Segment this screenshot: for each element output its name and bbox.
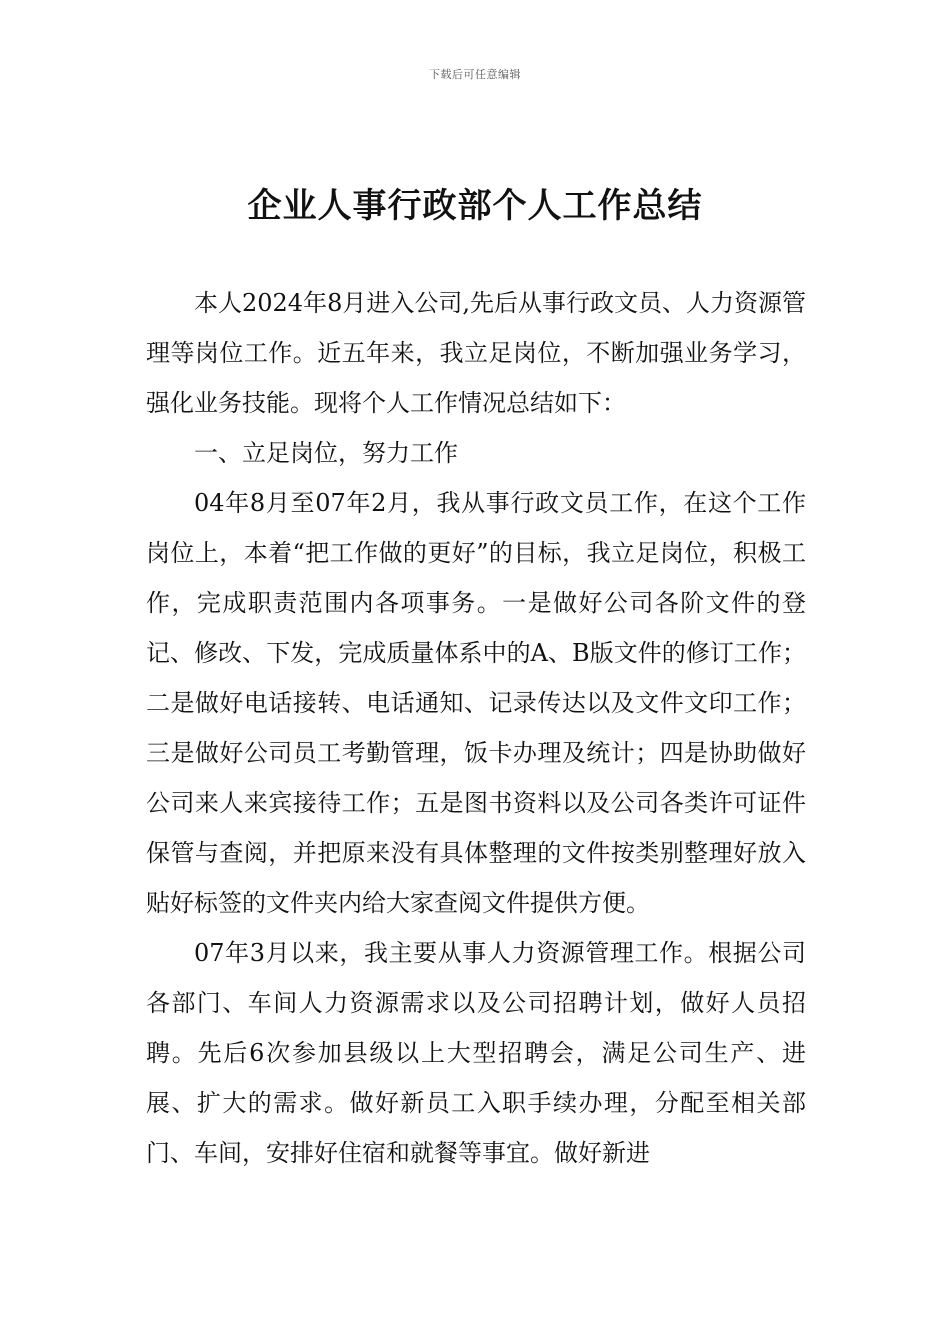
header-note: 下载后可任意编辑 (429, 68, 521, 81)
paragraph-hr-management: 07年3月以来，我主要从事人力资源管理工作。根据公司各部门、车间人力资源需求以及公司招聘计划，做好人员招聘。先后6次参加县级以上大型招聘会，满足公司生产、进展、扩大的需求。做好新员工入职手续办理，分配至相关部门、车间，安排好住宿和就餐等事宜。做好新进 (146, 939, 806, 1167)
document-body (146, 278, 806, 1178)
document-title: 企业人事行政部个人工作总结 (247, 186, 703, 226)
paragraph-admin-clerk: 04年8月至07年2月，我从事行政文员工作，在这个工作岗位上，本着“把工作做的更好”的目标，我立足岗位，积极工作，完成职责范围内各项事务。一是做好公司各阶文件的登记、修改、下发，完成质量体系中的A、B版文件的修订工作；二是做好电话接转、电话通知、记录传达以及文件文印工作；三是做好公司员工考勤管理，饭卡办理及统计；四是协助做好公司来人来宾接待工作；五是图书资料以及公司各类许可证件保管与查阅，并把原来没有具体整理的文件按类别整理好放入贴好标签的文件夹内给大家查阅文件提供方便。 (146, 489, 806, 917)
paragraph-intro: 本人2024年8月进入公司,先后从事行政文员、人力资源管理等岗位工作。近五年来，我立足岗位，不断加强业务学习，强化业务技能。现将个人工作情况总结如下： (146, 289, 806, 417)
section-heading-1: 一、立足岗位，努力工作 (194, 439, 458, 467)
